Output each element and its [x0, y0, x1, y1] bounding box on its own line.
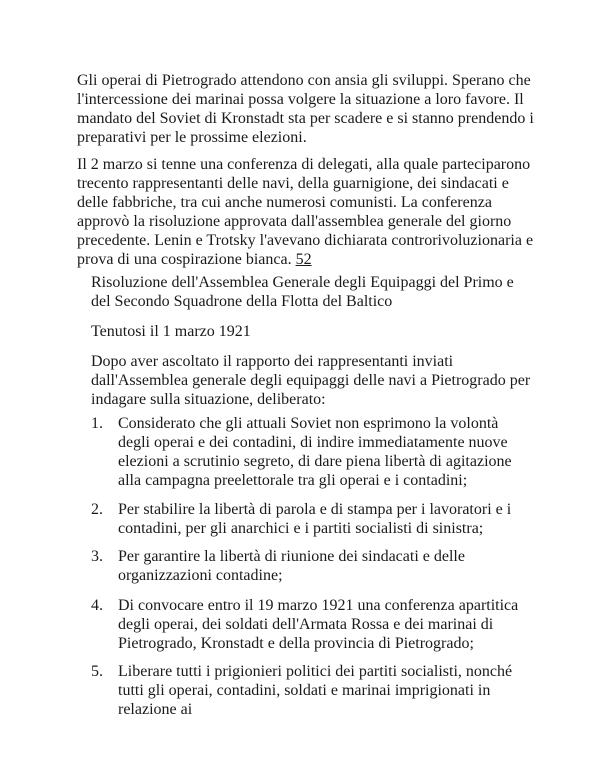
paragraph-workers: Gli operai di Pietrogrado attendono con ansia gli sviluppi. Sperano che l'intercessione dei marinai possa volgere la situazione a loro favore. Il mandato del Soviet di Kronstadt sta per scadere e si stanno prendendo i preparativi per le prossime elezioni.: [77, 72, 534, 146]
list-item-text: Considerato che gli attuali Soviet non esprimono la volontà degli operai e dei contadini, di indire immediatamente nuove elezioni a scrutinio segreto, di dare piena libertà di agitazione alla campagna preelettorale tra gli operai e i contadini;: [118, 415, 512, 489]
list-item-text: Di convocare entro il 19 marzo 1921 una conferenza apartitica degli operai, dei soldati dell'Armata Rossa e dei marinai di Pietrogrado, Kronstadt e della provincia di Pietrogrado;: [118, 597, 519, 652]
paragraph-conference: [77, 155, 537, 269]
resolution-intro: Dopo aver ascoltato il rapporto dei rappresentanti inviati dall'Assemblea generale degli equipaggi delle navi a Pietrogrado per indagare sulla situazione, deliberato:: [91, 353, 531, 408]
list-item-number: 5.: [91, 663, 103, 680]
footnote-link[interactable]: 52: [295, 251, 312, 268]
list-item-text: Liberare tutti i prigionieri politici dei partiti socialisti, nonché tutti gli operai, contadini, soldati e marinai imprigionati in relazione ai: [118, 663, 513, 718]
list-item-text: Per stabilire la libertà di parola e di stampa per i lavoratori e i contadini, per gli anarchici e i partiti socialisti di sinistra;: [118, 501, 512, 537]
resolution-title: Risoluzione dell'Assemblea Generale degli Equipaggi del Primo e del Secondo Squadrone della Flotta del Baltico: [91, 274, 514, 310]
list-item-number: 2.: [91, 501, 103, 518]
list-item-number: 1.: [91, 415, 103, 432]
list-item-text: Per garantire la libertà di riunione dei sindacati e delle organizzazioni contadine;: [118, 548, 465, 584]
resolution-date: Tenutosi il 1 marzo 1921: [91, 323, 251, 340]
paragraph-conference-text: Il 2 marzo si tenne una conferenza di delegati, alla quale parteciparono trecento rappresentanti delle navi, della guarnigione, dei sindacati e delle fabbriche, tra cui anche numerosi comunisti. La conferenza approvò la risoluzione approvata dall'assemblea generale del giorno precedente. Lenin e Trotsky l'avevano dichiarata controrivoluzionaria e prova di una cospirazione bianca.: [77, 156, 534, 268]
list-item-number: 3.: [91, 548, 103, 565]
list-item-number: 4.: [91, 597, 103, 614]
